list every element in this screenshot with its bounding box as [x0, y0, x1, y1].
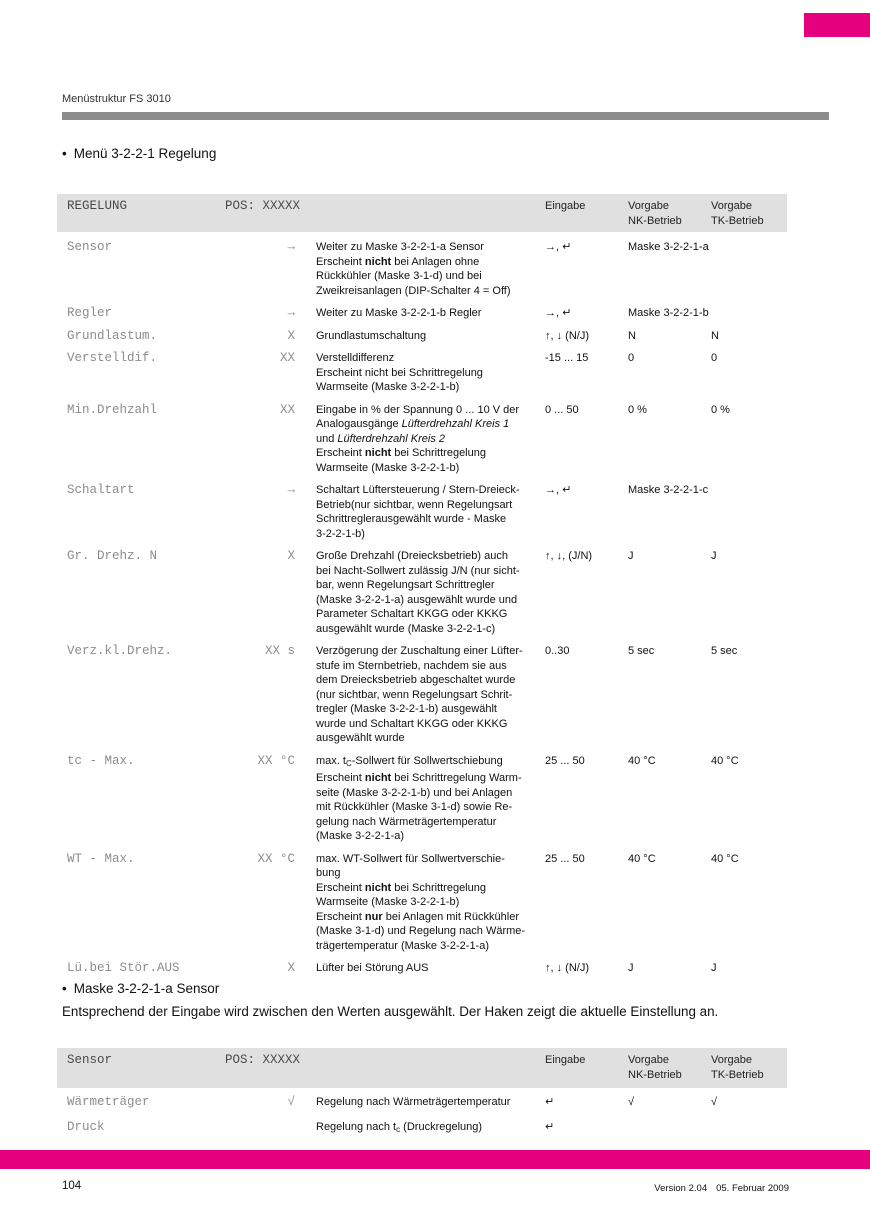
- row-name: WT - Max.: [67, 851, 135, 866]
- row-name: Verz.kl.Drehz.: [67, 644, 173, 658]
- row-description: Große Drehzahl (Dreiecksbetrieb) auch bei Nacht-Sollwert zulässig J/N (nur sicht- bar, wenn Regelungsart Schrittregler (Maske 3-2-2-1-a) ausgewählt wurde und Parameter Schaltart KKGG oder KKKG ausgewählt wurde (Maske 3-2-2-1-c): [316, 550, 520, 635]
- table-row: [57, 852, 787, 954]
- row-vorgabe-nk: Maske 3-2-2-1-a: [628, 241, 709, 253]
- header-cell-regelung: REGELUNG: [67, 199, 128, 213]
- header-cell-pos: POS: XXXXX: [225, 1053, 301, 1067]
- row-symbol: XX: [279, 402, 295, 417]
- row-name: Sensor: [67, 240, 113, 254]
- version-date: 05. Februar 2009: [716, 1183, 789, 1194]
- vorgabe-label: Vorgabe: [711, 200, 752, 212]
- row-vorgabe-tk: 0 %: [711, 403, 730, 416]
- row-description: Schaltart Lüftersteuerung / Stern-Dreieck- Betrieb(nur sichtbar, wenn Regelungsart Schrittreglerausgewählt wurde - Maske 3-2-2-1-b): [316, 484, 520, 540]
- header-cell-eingabe: Eingabe: [545, 200, 586, 212]
- version-info: [654, 1183, 789, 1194]
- nk-betrieb-label: NK-Betrieb: [628, 214, 682, 227]
- row-eingabe: 25 ... 50: [545, 852, 585, 865]
- row-symbol: √: [287, 1095, 295, 1109]
- row-eingabe: 25 ... 50: [545, 754, 585, 767]
- sensor-table-body: [57, 1088, 787, 1137]
- row-description: Grundlastumschaltung: [316, 329, 427, 342]
- row-vorgabe-tk: J: [711, 550, 717, 562]
- row-vorgabe-tk: 40 °C: [711, 754, 739, 767]
- vorgabe-label: Vorgabe: [711, 1054, 752, 1066]
- header-cell-vorgabe-nk: [628, 1053, 682, 1082]
- section-heading-menu-3-2-2-1: [62, 146, 216, 161]
- tk-betrieb-label: TK-Betrieb: [711, 214, 764, 227]
- row-symbol: →: [287, 306, 295, 320]
- row-name: Min.Drehzahl: [67, 402, 158, 417]
- table-row: [57, 329, 787, 344]
- sensor-intro-text: Entsprechend der Eingabe wird zwischen den Werten ausgewählt. Der Haken zeigt die aktuelle Einstellung an.: [62, 1004, 719, 1019]
- header-cell-vorgabe-tk: [711, 1053, 764, 1082]
- row-eingabe: 0..30: [545, 645, 570, 657]
- row-symbol: XX: [279, 351, 295, 365]
- row-name: Lü.bei Stör.AUS: [67, 961, 180, 975]
- row-symbol: →: [287, 240, 295, 254]
- row-vorgabe-nk: √: [628, 1096, 635, 1108]
- table-row: [57, 1095, 787, 1110]
- row-vorgabe-nk: J: [628, 962, 634, 974]
- regelung-table-body: [57, 232, 787, 976]
- sensor-table: [57, 1048, 787, 1147]
- row-vorgabe-nk: 40 °C: [628, 852, 656, 865]
- row-description: max. WT-Sollwert für Sollwertverschie- bung Erscheint nicht bei Schrittregelung Warmseite (Maske 3-2-2-1-b) Erscheint nur bei Anlagen mit Rückkühler (Maske 3-1-d) und Regelung nach Wärme- trägertemperatur (Maske 3-2-2-1-a): [316, 852, 526, 952]
- row-vorgabe-nk: 40 °C: [628, 754, 656, 767]
- regelung-table-header: [57, 194, 787, 232]
- row-vorgabe-nk: J: [628, 550, 634, 562]
- row-name: Verstelldif.: [67, 351, 158, 365]
- row-eingabe: ↑, ↓ (N/J): [545, 962, 589, 974]
- section-title: Maske 3-2-2-1-a Sensor: [73, 981, 220, 996]
- row-vorgabe-nk: 5 sec: [628, 645, 655, 657]
- row-description: Verstelldifferenz Erscheint nicht bei Schrittregelung Warmseite (Maske 3-2-2-1-b): [316, 352, 483, 393]
- row-vorgabe-nk: 0 %: [628, 403, 647, 416]
- row-name: Regler: [67, 306, 113, 320]
- table-row: [57, 961, 787, 976]
- bullet-icon: •: [62, 981, 67, 996]
- row-vorgabe-tk: 5 sec: [711, 645, 738, 657]
- row-vorgabe-tk: √: [711, 1096, 718, 1108]
- nk-betrieb-label: NK-Betrieb: [628, 1068, 682, 1081]
- row-description: Weiter zu Maske 3-2-2-1-b Regler: [316, 307, 482, 319]
- row-name: Wärmeträger: [67, 1095, 150, 1109]
- table-row: [57, 351, 787, 395]
- header-cell-sensor: Sensor: [67, 1053, 113, 1067]
- row-eingabe: ↑, ↓ (N/J): [545, 329, 589, 342]
- row-eingabe: →, ↵: [545, 484, 572, 496]
- row-eingabe: 0 ... 50: [545, 403, 579, 416]
- row-name: Gr. Drehz. N: [67, 549, 158, 563]
- row-vorgabe-tk: N: [711, 329, 719, 342]
- header-rule: [62, 112, 829, 120]
- vorgabe-label: Vorgabe: [628, 200, 669, 212]
- top-right-accent-bar: [804, 13, 870, 37]
- bullet-icon: •: [62, 146, 67, 161]
- row-vorgabe-tk: 40 °C: [711, 852, 739, 865]
- row-symbol: XX °C: [257, 851, 295, 866]
- table-row: [57, 644, 787, 746]
- table-row: [57, 1120, 787, 1138]
- section-heading-maske-sensor: [62, 981, 219, 996]
- row-eingabe: →, ↵: [545, 307, 572, 319]
- row-description: Lüfter bei Störung AUS: [316, 962, 429, 974]
- header-cell-pos: POS: XXXXX: [225, 199, 301, 213]
- row-name: tc - Max.: [67, 753, 135, 768]
- row-vorgabe-tk: 0: [711, 352, 718, 364]
- table-row: [57, 240, 787, 298]
- section-title: Menü 3-2-2-1 Regelung: [73, 146, 217, 161]
- row-vorgabe-tk: J: [711, 962, 717, 974]
- row-vorgabe-nk: Maske 3-2-2-1-b: [628, 307, 709, 319]
- row-eingabe: →, ↵: [545, 241, 572, 253]
- tk-betrieb-label: TK-Betrieb: [711, 1068, 764, 1081]
- row-description: Verzögerung der Zuschaltung einer Lüfter- stufe im Sternbetrieb, nachdem sie aus dem Dreiecksbetrieb abgeschaltet wurde (nur sichtbar, wenn Regelungsart Schrit- tregler (Maske 3-2-2-1-b) ausgewählt wurde und Schaltart KKGG oder KKKG ausgewählt wurde: [316, 645, 523, 744]
- row-symbol: X: [287, 328, 295, 343]
- table-row: [57, 483, 787, 541]
- row-name: Grundlastum.: [67, 328, 158, 343]
- bottom-accent-bar: [0, 1150, 870, 1169]
- row-eingabe: ↵: [545, 1120, 555, 1133]
- row-name: Schaltart: [67, 483, 135, 497]
- row-eingabe: -15 ... 15: [545, 352, 589, 364]
- table-row: [57, 754, 787, 844]
- row-eingabe: ↵: [545, 1096, 555, 1108]
- row-symbol: XX s: [264, 644, 295, 658]
- row-symbol: X: [287, 961, 295, 975]
- regelung-table: [57, 194, 787, 984]
- row-name: Druck: [67, 1119, 105, 1134]
- sensor-table-header: [57, 1048, 787, 1088]
- header-cell-vorgabe-nk: [628, 199, 682, 228]
- row-description: Regelung nach tc (Druckregelung): [316, 1120, 483, 1134]
- table-row: [57, 549, 787, 636]
- row-vorgabe-nk: Maske 3-2-2-1-c: [628, 484, 709, 496]
- version-label: Version 2.04: [654, 1183, 708, 1194]
- header-cell-vorgabe-tk: [711, 199, 764, 228]
- page-number: 104: [62, 1180, 82, 1192]
- header-cell-eingabe: Eingabe: [545, 1054, 586, 1066]
- table-row: [57, 306, 787, 321]
- row-vorgabe-nk: 0: [628, 352, 635, 364]
- row-symbol: XX °C: [257, 753, 295, 768]
- table-row: [57, 403, 787, 476]
- row-symbol: X: [287, 549, 295, 563]
- row-description: max. tC-Sollwert für Sollwertschiebung Erscheint nicht bei Schrittregelung Warm- seite (Maske 3-2-2-1-b) und bei Anlagen mit Rückkühler (Maske 3-1-d) sowie Re- gelung nach Wärmeträgertemperatur (Maske 3-2-2-1-a): [316, 754, 522, 842]
- row-symbol: →: [287, 483, 295, 497]
- row-description: Regelung nach Wärmeträgertemperatur: [316, 1096, 511, 1108]
- row-eingabe: ↑, ↓, (J/N): [545, 550, 593, 562]
- document-header-label: Menüstruktur FS 3010: [62, 93, 171, 105]
- vorgabe-label: Vorgabe: [628, 1054, 669, 1066]
- row-description: Eingabe in % der Spannung 0 ... 10 V der Analogausgänge Lüfterdrehzahl Kreis 1 und Lüfterdrehzahl Kreis 2 Erscheint nicht bei Schrittregelung Warmseite (Maske 3-2-2-1-b): [316, 403, 520, 474]
- row-vorgabe-nk: N: [628, 329, 636, 342]
- row-description: Weiter zu Maske 3-2-2-1-a Sensor Erscheint nicht bei Anlagen ohne Rückkühler (Maske 3-1-d) und bei Zweikreisanlagen (DIP-Schalter 4 = Off): [316, 241, 511, 297]
